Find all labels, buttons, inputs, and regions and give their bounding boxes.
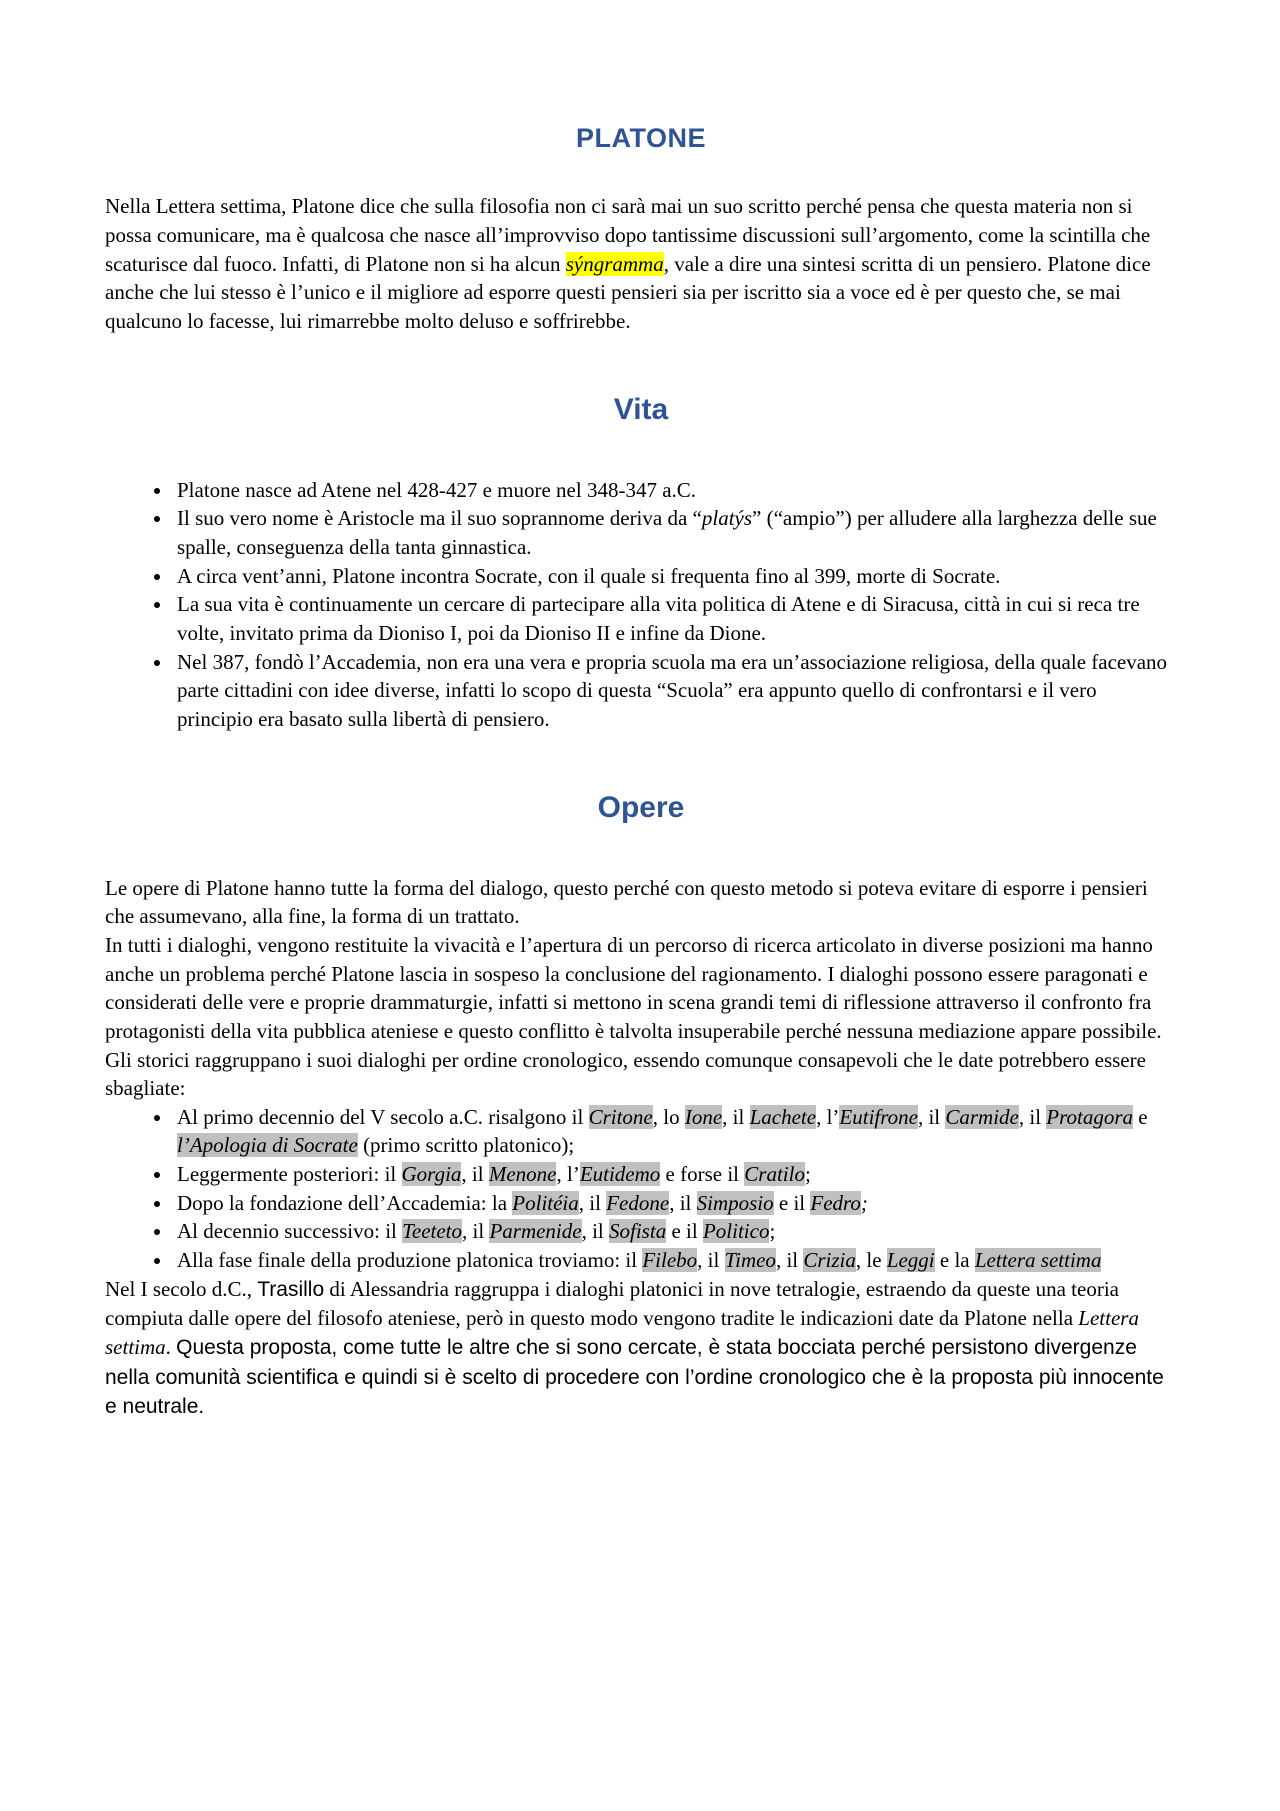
- opere-bullet-list: [105, 1103, 1177, 1275]
- text-run: Alla fase finale della produzione platonica troviamo: il: [177, 1248, 643, 1273]
- highlighted-work-title: Timeo: [724, 1248, 776, 1273]
- highlighted-work-title: Protagora: [1046, 1104, 1134, 1129]
- text-run: ;: [860, 1190, 868, 1215]
- text-run: (primo scritto platonico);: [357, 1133, 575, 1158]
- text-run: , il: [462, 1219, 490, 1244]
- highlighted-work-title: Leggi: [886, 1248, 935, 1273]
- text-run: ” (“ampio”) per alludere alla larghezza delle sue spalle, conseguenza della tanta ginnastica.: [177, 506, 1157, 559]
- highlighted-work-title: Ione: [684, 1104, 723, 1129]
- text-run: Nel I secolo d.C.,: [105, 1276, 258, 1301]
- section-heading-opere: Opere: [597, 790, 685, 824]
- text-run: , il: [669, 1190, 697, 1215]
- highlighted-work-title: Cratilo: [744, 1162, 805, 1187]
- text-run: Nella Lettera settima, Platone dice che sulla filosofia non ci sarà mai un suo scritto perché pensa che questa materia non si possa comunicare, ma è qualcosa che nasce all’improvviso dopo tantissime discussioni sull’argomento, come la scintilla che scaturisce dal fuoco. Infatti, di Platone non si ha alcun: [105, 194, 1151, 276]
- text-run: Leggermente posteriori: il: [177, 1162, 402, 1187]
- text-run: Platone nasce ad Atene nel 428-427 e muore nel 348-347 a.C.: [177, 477, 697, 502]
- bullet-list-item: [173, 504, 1177, 561]
- highlighted-work-title: Politico: [702, 1219, 770, 1244]
- opere-intro-block: [105, 874, 1177, 1103]
- highlighted-work-title: Sofista: [609, 1219, 667, 1244]
- highlighted-work-title: Politéia: [512, 1190, 579, 1215]
- highlighted-work-title: Eutifrone: [839, 1104, 918, 1129]
- vita-bullet-list: [105, 476, 1177, 734]
- text-run: Nel 387, fondò l’Accademia, non era una vera e propria scuola ma era un’associazione religiosa, della quale facevano parte cittadini con idee diverse, infatti lo scopo di questa “Scuola” era appunto quello di confrontarsi e il vero principio era basato sulla libertà di pensiero.: [177, 649, 1168, 731]
- highlighted-work-title: Parmenide: [489, 1219, 582, 1244]
- highlighted-work-title: Lachete: [749, 1104, 817, 1129]
- text-run: .: [165, 1335, 177, 1360]
- text-run: Le opere di Platone hanno tutte la forma del dialogo, questo perché con questo metodo si poteva evitare di esporre i pensieri che assumevano, alla fine, la forma di un trattato.: [105, 875, 1148, 929]
- text-run: Al decennio successivo: il: [177, 1219, 403, 1244]
- text-run: Lettera settima: [105, 1306, 1139, 1360]
- opere-paragraph-1: [105, 874, 1177, 931]
- opere-paragraph-3: [105, 1046, 1177, 1103]
- text-run: , il: [697, 1248, 725, 1273]
- bullet-list-item: [173, 1103, 1177, 1160]
- opere-paragraph-2: [105, 931, 1177, 1046]
- text-run: ;: [769, 1219, 776, 1244]
- bullet-list-item: [173, 476, 1177, 505]
- text-run: , il: [461, 1162, 489, 1187]
- text-run: Trasillo: [257, 1277, 325, 1301]
- bullet-list-item: [173, 648, 1177, 734]
- text-run: In tutti i dialoghi, vengono restituite la vivacità e l’apertura di un percorso di ricerca articolato in diverse posizioni ma hanno anche un problema perché Platone lascia in sospeso la conclusione del ragionamento. I dialoghi possono essere paragonati e considerati delle vere e proprie drammaturgie, infatti si mettono in scena grandi temi di riflessione attraverso il confronto fra protagonisti della vita pubblica ateniese e questo conflitto è talvolta insuperabile perché nessuna mediazione appare possibile.: [105, 932, 1162, 1043]
- text-run: , lo: [652, 1104, 685, 1129]
- intro-paragraph: [105, 192, 1177, 335]
- bullet-list-item: [173, 590, 1177, 647]
- text-run: , il: [722, 1104, 750, 1129]
- highlighted-work-title: Gorgia: [401, 1162, 462, 1187]
- highlighted-work-title: Crizia: [803, 1248, 856, 1273]
- text-run: , vale a dire una sintesi scritta di un pensiero. Platone dice anche che lui stesso è l’unico e il migliore ad esporre questi pensieri sia per iscritto sia a voce ed è per questo che, se mai qualcuno lo facesse, lui rimarrebbe molto deluso e soffrirebbe.: [105, 251, 1151, 334]
- text-run: Il suo vero nome è Aristocle ma il suo soprannome deriva da “: [177, 506, 702, 531]
- text-run: e il: [666, 1219, 703, 1244]
- text-run: , il: [581, 1219, 610, 1244]
- text-run: platýs: [701, 506, 753, 531]
- bullet-list-item: [173, 1217, 1177, 1246]
- text-run: A circa vent’anni, Platone incontra Socrate, con il quale si frequenta fino al 399, morte di Socrate.: [177, 563, 1001, 588]
- highlight-syngramma: sýngramma: [565, 251, 664, 276]
- text-run: , l’: [816, 1104, 840, 1129]
- text-run: Questa proposta, come tutte le altre che si sono cercate, è stata bocciata perché persistono divergenze nella comunità scientifica e quindi si è scelto di procedere con l’ordine cronologico che è la proposta più innocente e neutrale.: [105, 1336, 1164, 1419]
- highlighted-work-title: Critone: [588, 1104, 653, 1129]
- document-title: PLATONE: [575, 123, 706, 153]
- text-run: Dopo la fondazione dell’Accademia: la: [177, 1190, 513, 1215]
- text-run: e la: [934, 1248, 975, 1273]
- highlighted-work-title: Fedro: [810, 1190, 861, 1215]
- highlighted-work-title: Filebo: [642, 1248, 698, 1273]
- text-run: , le: [855, 1248, 887, 1273]
- text-run: di Alessandria raggruppa i dialoghi platonici in nove tetralogie, estraendo da queste una teoria compiuta dalle opere del filosofo ateniese, però in questo modo vengono tradite le indicazioni date da Platone nella: [105, 1276, 1119, 1331]
- highlighted-work-title: Menone: [488, 1162, 557, 1187]
- text-run: , il: [917, 1104, 946, 1129]
- text-run: La sua vita è continuamente un cercare di partecipare alla vita politica di Atene e di Siracusa, città in cui si reca tre volte, invitato prima da Dioniso I, poi da Dioniso II e infine da Dione.: [177, 592, 1140, 645]
- highlighted-work-title: Fedone: [606, 1190, 670, 1215]
- section-heading-vita: Vita: [613, 392, 669, 426]
- text-run: Gli storici raggruppano i suoi dialoghi per ordine cronologico, essendo comunque consapevoli che le date potrebbero essere sbagliate:: [105, 1047, 1146, 1101]
- text-run: , il: [775, 1248, 804, 1273]
- highlighted-work-title: Carmide: [945, 1104, 1019, 1129]
- highlighted-work-title: Lettera settima: [974, 1248, 1102, 1273]
- bullet-list-item: [173, 562, 1177, 591]
- bullet-list-item: [173, 1160, 1177, 1189]
- text-run: e: [1133, 1104, 1148, 1129]
- text-run: e forse il: [660, 1162, 745, 1187]
- highlighted-work-title: Eutidemo: [579, 1162, 661, 1187]
- highlighted-work-title: Teeteto: [402, 1219, 463, 1244]
- text-run: Al primo decennio del V secolo a.C. risalgono il: [177, 1104, 589, 1129]
- text-run: , il: [578, 1190, 607, 1215]
- closing-paragraph: [105, 1275, 1177, 1422]
- text-run: , il: [1018, 1104, 1047, 1129]
- text-run: ;: [804, 1162, 811, 1187]
- text-run: e il: [773, 1190, 811, 1215]
- highlighted-work-title: Simposio: [696, 1190, 774, 1215]
- highlighted-work-title: l’Apologia di Socrate: [177, 1133, 358, 1158]
- text-run: , l’: [556, 1162, 580, 1187]
- bullet-list-item: [173, 1246, 1177, 1275]
- bullet-list-item: [173, 1189, 1177, 1218]
